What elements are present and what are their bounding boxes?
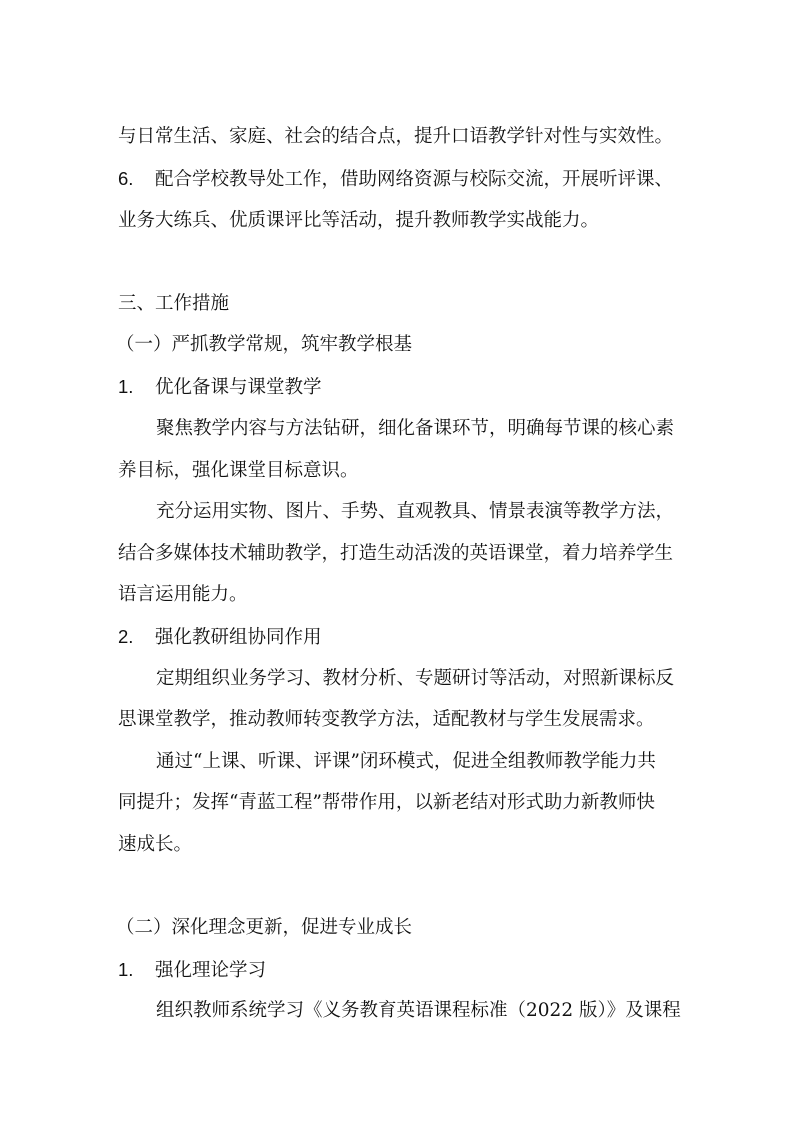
list-item-text: 强化教研组协同作用	[155, 626, 322, 648]
paragraph-line: 速成长。	[118, 833, 193, 855]
section-heading: 三、工作措施	[118, 292, 230, 314]
list-item-text: 配合学校教导处工作，借助网络资源与校际交流，开展听评课、	[155, 168, 674, 190]
subsection-heading: （二）深化理念更新，促进专业成长	[116, 916, 413, 938]
paragraph-line: 思课堂教学，推动教师转变教学方法，适配教材与学生发展需求。	[118, 708, 655, 730]
paragraph-line: 聚焦教学内容与方法钻研，细化备课环节，明确每节课的核心素	[156, 417, 675, 439]
list-item-1	[118, 372, 698, 403]
paragraph-line: 同提升；发挥“青蓝工程”帮带作用，以新老结对形式助力新教师快	[118, 791, 655, 813]
list-item-2	[118, 622, 698, 653]
list-item-1	[118, 955, 698, 986]
subsection-heading: （一）严抓教学常规，筑牢教学根基	[116, 333, 413, 355]
paragraph-line: 充分运用实物、图片、手势、直观教具、情景表演等教学方法，	[156, 500, 675, 522]
paragraph-line: 组织教师系统学习《义务教育英语课程标准（2022 版）》及课程	[156, 999, 681, 1021]
list-number: 2.	[118, 625, 134, 647]
list-item-6	[118, 164, 698, 195]
paragraph-line: 定期组织业务学习、教材分析、专题研讨等活动，对照新课标反	[156, 667, 675, 689]
paragraph-line: 通过“上课、听课、评课”闭环模式，促进全组教师教学能力共	[156, 750, 656, 772]
list-number: 1.	[118, 958, 134, 980]
paragraph-line: 语言运用能力。	[118, 583, 248, 605]
paragraph-line: 养目标，强化课堂目标意识。	[118, 459, 359, 481]
paragraph-line: 业务大练兵、优质课评比等活动，提升教师教学实战能力。	[118, 209, 600, 231]
list-item-text: 优化备课与课堂教学	[155, 376, 322, 398]
list-number: 1.	[118, 375, 134, 397]
list-number: 6.	[118, 167, 134, 189]
paragraph-line: 结合多媒体技术辅助教学，打造生动活泼的英语课堂，着力培养学生	[118, 542, 674, 564]
paragraph-line: 与日常生活、家庭、社会的结合点，提升口语教学针对性与实效性。	[118, 125, 674, 147]
list-item-text: 强化理论学习	[155, 959, 267, 981]
